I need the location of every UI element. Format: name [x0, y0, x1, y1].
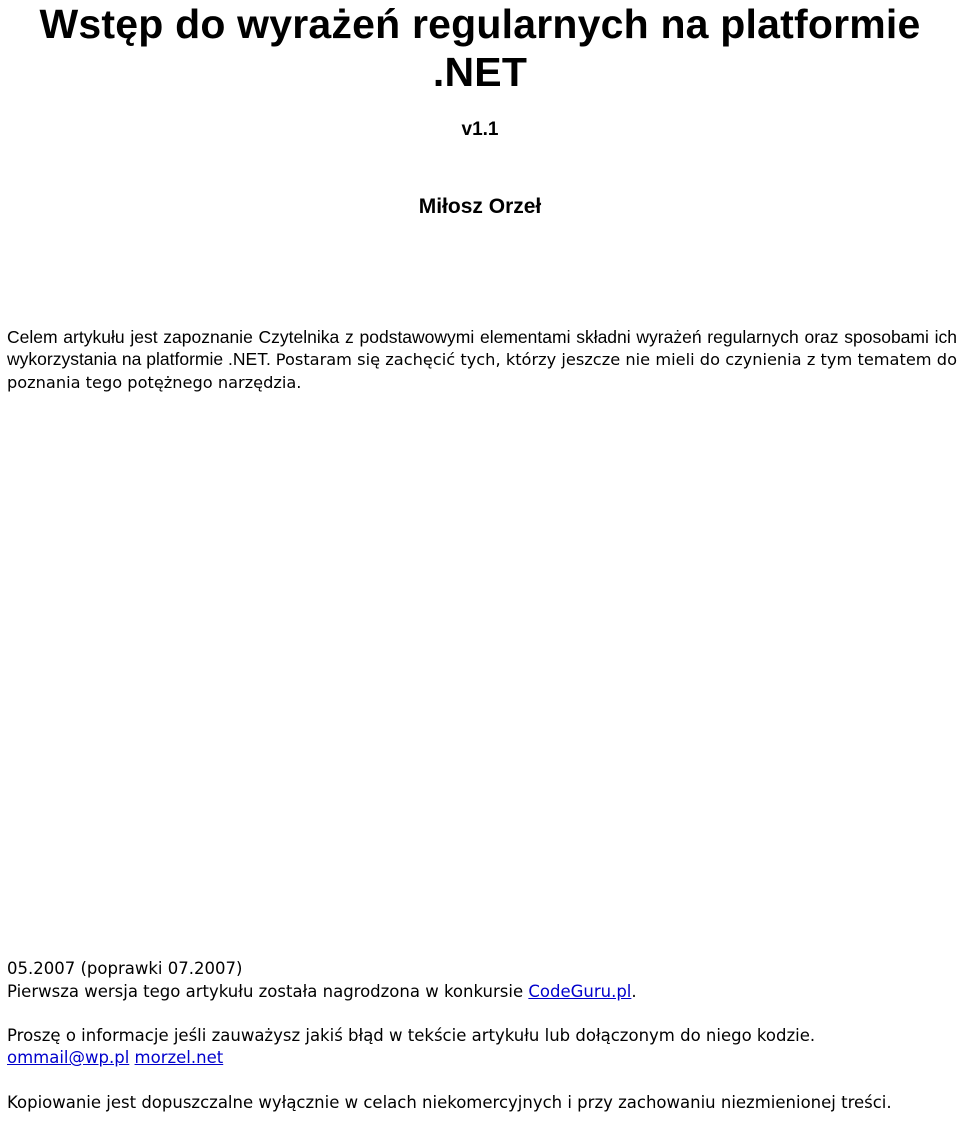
document-title: Wstęp do wyrażeń regularnych na platformie .NET — [39, 1, 921, 95]
date-line: 05.2007 (poprawki 07.2007) — [7, 959, 243, 978]
error-report-request: Proszę o informacje jeśli zauważysz jakiś błąd w tekście artykułu lub dołączonym do niego kodzie. — [7, 1026, 816, 1045]
website-link[interactable]: morzel.net — [134, 1048, 224, 1067]
abstract-paragraph — [7, 326, 957, 394]
contact-links — [7, 1047, 957, 1069]
award-line — [7, 981, 957, 1003]
abstract-part-2: Postaram się zachęcić tych, którzy jeszcze nie mieli do czynienia z tym tematem do poznania tego potężnego narzędzia. — [7, 350, 957, 392]
award-suffix: . — [631, 982, 637, 1001]
author-name: Miłosz Orzeł — [418, 195, 542, 218]
copyright-notice: Kopiowanie jest dopuszczalne wyłącznie w celach niekomercyjnych i przy zachowaniu niezmienionej treści. — [7, 1093, 892, 1112]
award-text: Pierwsza wersja tego artykułu została nagrodzona w konkursie — [7, 982, 524, 1001]
abstract-part-1: Celem artykułu jest zapoznanie Czytelnika z podstawowymi elementami składni wyrażeń regularnych oraz sposobami ich wykorzystania na platformie .NET. — [7, 327, 957, 369]
codeguru-link[interactable]: CodeGuru.pl — [528, 982, 632, 1001]
email-link[interactable]: ommail@wp.pl — [7, 1048, 130, 1067]
version-label: v1.1 — [461, 119, 499, 140]
